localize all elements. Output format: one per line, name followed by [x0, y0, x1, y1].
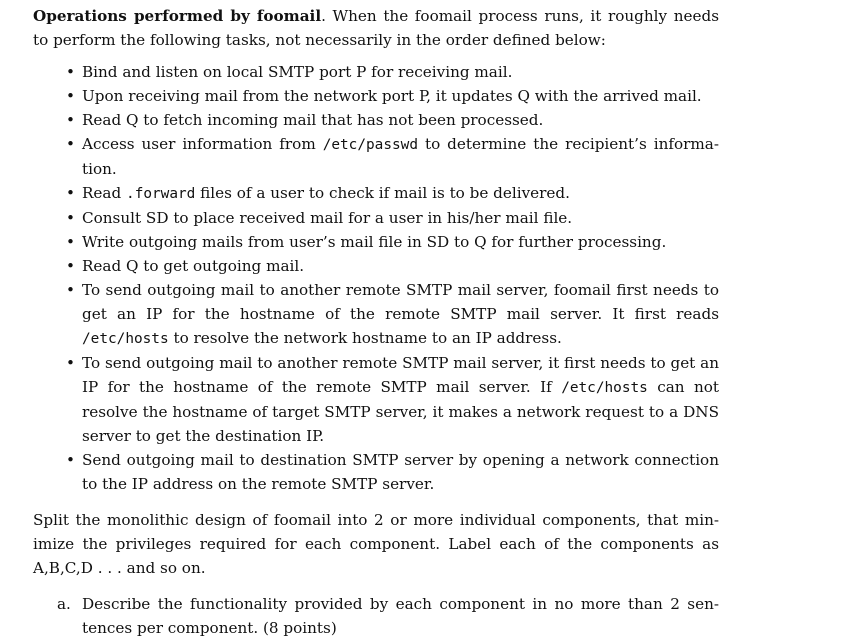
- intro-paragraph: [33, 4, 719, 52]
- task-item: [66, 181, 719, 206]
- task-list: [33, 60, 719, 496]
- task-text: Bind and listen on local SMTP port P for receiving mail.: [82, 63, 513, 81]
- file-path: /etc/passwd: [322, 137, 418, 153]
- bullet-icon: •: [66, 209, 75, 227]
- task-item: [66, 206, 719, 230]
- file-path: /etc/hosts: [561, 380, 648, 396]
- file-path: .forward: [126, 186, 196, 202]
- split-design-paragraph: Split the monolithic design of foomail into 2 or more individual components, that minimize the privileges required for each component. Label each of the components as A,B,C,D . . . and so on.: [33, 511, 719, 577]
- task-text: can not resolve the hostname of target SMTP server, it makes a network request to a DNS server to get the destination IP.: [82, 378, 719, 445]
- bullet-icon: •: [66, 451, 75, 469]
- task-item: [66, 351, 719, 448]
- bullet-icon: •: [66, 281, 75, 299]
- task-text: to resolve the network hostname to an IP address.: [168, 329, 562, 347]
- task-text: Read: [82, 184, 127, 202]
- bullet-icon: •: [66, 111, 75, 129]
- bullet-icon: •: [66, 354, 75, 372]
- heading-period: .: [321, 7, 326, 25]
- question-item: [57, 592, 719, 640]
- bullet-icon: •: [66, 87, 75, 105]
- bullet-icon: •: [66, 233, 75, 251]
- task-text: To send outgoing mail to another remote SMTP mail server, foomail first needs to get an IP for the hostname of the remote SMTP mail server. It first reads: [82, 281, 719, 323]
- task-item: [66, 84, 719, 108]
- task-text: Read Q to fetch incoming mail that has not been processed.: [82, 111, 544, 129]
- bullet-icon: •: [66, 63, 75, 81]
- task-text: To send outgoing mail to another remote SMTP mail server, it first needs to get an IP for the hostname of the remote SMTP mail server. If: [82, 354, 719, 396]
- file-path: /etc/hosts: [82, 331, 169, 347]
- question-label: a.: [57, 595, 71, 613]
- task-text: to determine the recipient’s information.: [82, 135, 719, 178]
- task-item: [66, 448, 719, 496]
- question-text: Describe the functionality provided by each component in no more than 2 sentences per component. (8 points): [82, 595, 719, 637]
- intro-text: When the foomail process runs, it roughly needs to perform the following tasks, not necessarily in the order defined below:: [33, 7, 719, 49]
- section-heading: Operations performed by foomail: [33, 7, 322, 25]
- task-item: [66, 60, 719, 84]
- task-item: [66, 254, 719, 278]
- task-text: Upon receiving mail from the network port P, it updates Q with the arrived mail.: [82, 87, 702, 105]
- task-text: files of a user to check if mail is to be delivered.: [195, 184, 570, 202]
- document-page: [33, 4, 719, 640]
- bullet-icon: •: [66, 257, 75, 275]
- task-item: [66, 108, 719, 132]
- task-item: [66, 230, 719, 254]
- task-item: [66, 132, 719, 181]
- task-item: [66, 278, 719, 351]
- bullet-icon: •: [66, 135, 75, 153]
- task-text: Consult SD to place received mail for a user in his/her mail file.: [82, 209, 573, 227]
- bullet-icon: •: [66, 184, 75, 202]
- task-text: Send outgoing mail to destination SMTP server by opening a network connection to the IP address on the remote SMTP server.: [82, 451, 719, 493]
- question-list: [33, 592, 719, 640]
- task-text: Write outgoing mails from user’s mail file in SD to Q for further processing.: [82, 233, 667, 251]
- task-text: Read Q to get outgoing mail.: [82, 257, 305, 275]
- task-text: Access user information from: [82, 135, 323, 153]
